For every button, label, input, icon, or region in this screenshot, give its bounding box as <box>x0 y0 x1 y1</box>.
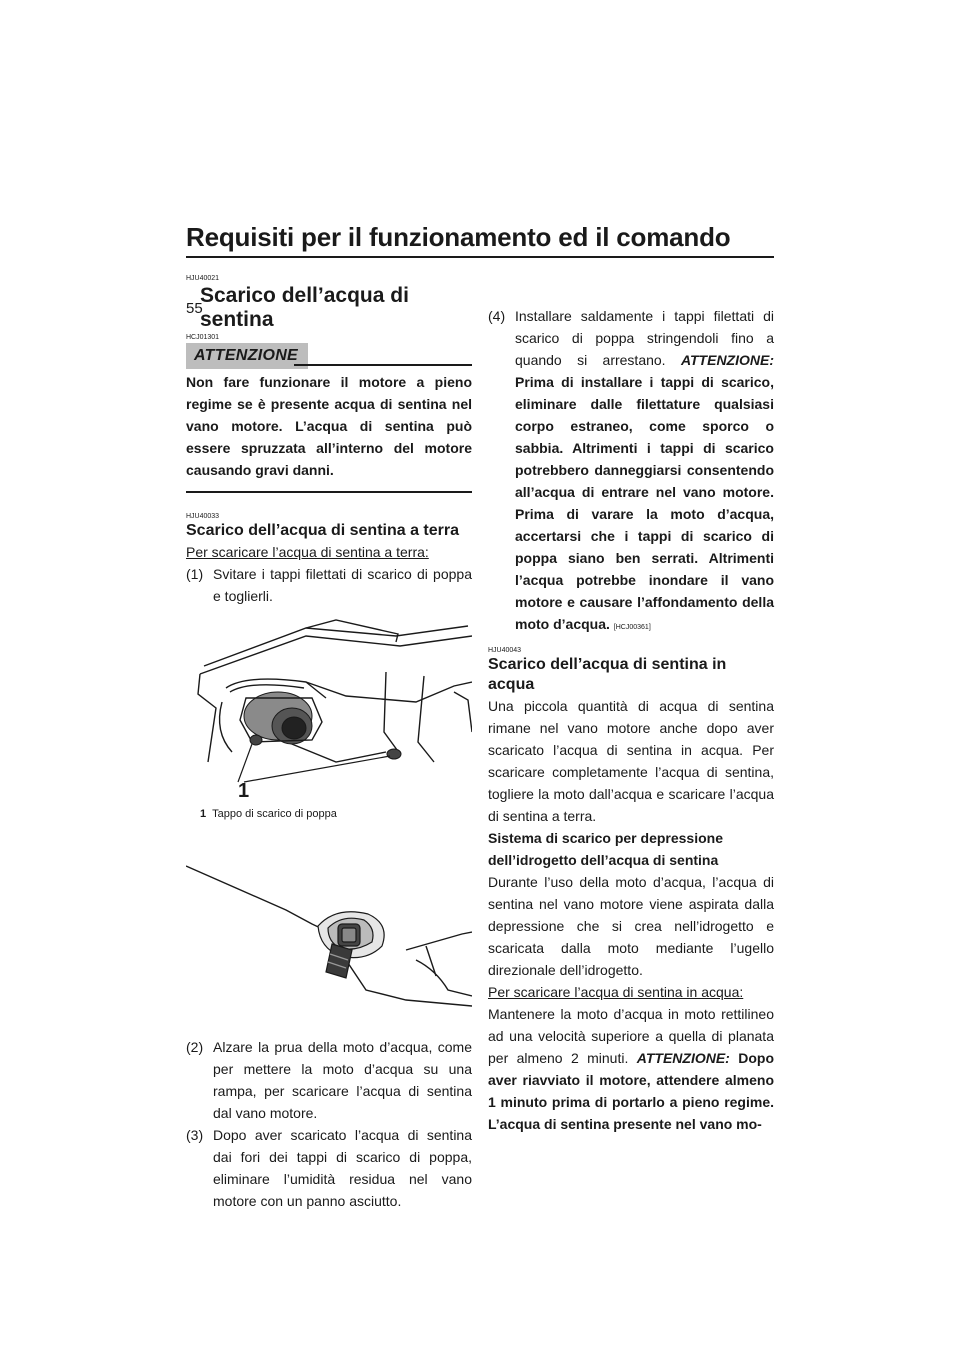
right-column <box>488 275 774 1135</box>
step-1-text: Svitare i tappi filettati di scarico di poppa e toglierli. <box>213 565 472 604</box>
subsection-code-2: HJU40043 <box>488 647 522 654</box>
page-title: Requisiti per il funzionamento ed il comando <box>186 222 731 252</box>
subsection-heading: Scarico dell’acqua di sentina a terra <box>186 521 459 539</box>
warning-header <box>186 343 472 365</box>
subsection-code: HJU40033 <box>186 512 220 520</box>
step-1 <box>186 563 472 607</box>
paragraph-3-attention-label: ATTENZIONE: <box>636 1050 730 1066</box>
paragraph-3-attention-text: Dopo aver riavviato il motore, attendere almeno 1 minuto prima di portarlo a pieno regime. L’acqua di sentina presente nel vano mo- <box>488 1050 775 1132</box>
step-2-number: (2) <box>186 1038 204 1055</box>
warning-label: ATTENZIONE <box>186 343 308 369</box>
engine-drain-illustration <box>186 612 472 806</box>
step-2 <box>186 1036 472 1124</box>
step-4-attention-label: ATTENZIONE: <box>680 352 775 368</box>
procedure-intro-2: Per scaricare l’acqua di sentina in acqua: <box>488 984 744 1000</box>
figure-callout-1: 1 <box>238 779 250 802</box>
warning-text: Non fare funzionare il motore a pieno regime se è presente acqua di sentina nel vano motore. L’acqua di sentina può essere spruzzata all’interno del motore causando gravi danni. <box>186 374 472 478</box>
paragraph-1: Una piccola quantità di acqua di sentina rimane nel vano motore anche dopo aver scaricato l’acqua di sentina in acqua. Per scaricare completamente l’acqua di sentina, togliere la moto dall’acqua e scaricare l’acqua di sentina a terra. <box>488 698 774 824</box>
caption-text: Tappo di scarico di poppa <box>212 807 337 820</box>
section-code: HJU40021 <box>186 275 220 282</box>
left-column <box>186 275 472 1212</box>
figure-drain-plug <box>186 850 472 1010</box>
subsection-heading-2: Scarico dell’acqua di sentina in acqua <box>488 656 727 693</box>
step-4-number: (4) <box>488 308 506 324</box>
figure-engine-drain <box>186 612 472 806</box>
page-number: 55 <box>186 300 203 317</box>
warning-code: HCJ01301 <box>186 334 220 341</box>
paragraph-2: Durante l’uso della moto d’acqua, l’acqua di sentina nel vano motore viene aspirata dalla depressione che si crea nell’idrogetto e scaricata dalla moto mediante l’ugello direzionale dell’idrogetto. <box>488 874 774 978</box>
step-2-text: Alzare la prua della moto d’acqua, come per mettere la moto d’acqua su una rampa, per scaricare l’acqua di sentina dal vano motore. <box>213 1038 472 1121</box>
header-rule <box>186 256 774 258</box>
step-3-continuation-space <box>488 275 774 305</box>
paragraph-3-text: Mantenere la moto d’acqua in moto rettilineo ad una velocità superiore a quella di planata per almeno 2 minuti. <box>488 1006 774 1066</box>
paragraph-3 <box>488 1003 774 1135</box>
section-heading: Scarico dell’acqua di sentina <box>200 284 409 331</box>
step-4-attention-text: Prima di installare i tappi di scarico, eliminare dalle filettature qualsiasi corpo estraneo, come sporco o sabbia. Altrimenti i tappi di scarico potrebbero danneggiarsi consentendo all’acqua di entrare nel vano motore. Prima di varare la moto d’acqua, accertarsi che i tappi di scarico di poppa siano ben serrati. Altrimenti l’acqua potrebbe inondare il vano motore e causare l’affondamento della moto d’acqua. <box>515 374 774 632</box>
step-3-number: (3) <box>186 1126 204 1143</box>
warning-end-rule <box>186 491 472 493</box>
caption-number: 1 <box>200 807 207 820</box>
figure-caption <box>186 806 472 822</box>
step-4-code: [HCJ00361] <box>613 624 651 631</box>
step-1-number: (1) <box>186 565 204 582</box>
drain-plug-illustration <box>186 850 472 1010</box>
procedure-intro: Per scaricare l’acqua di sentina a terra: <box>186 543 429 560</box>
warning-rule <box>294 364 472 366</box>
step-4 <box>488 305 774 639</box>
bold-subheading: Sistema di scarico per depressione dell’idrogetto dell’acqua di sentina <box>488 830 723 868</box>
step-3 <box>186 1124 472 1212</box>
step-4-text-a: Installare saldamente i tappi filettati di scarico di poppa stringendoli fino a quando si arrestano. <box>515 308 774 368</box>
steps-2-3 <box>186 1036 472 1212</box>
step-3-text: Dopo aver scaricato l’acqua di sentina dai fori dei tappi di scarico di poppa, eliminare l’umidità residua nel vano motore con un panno asciutto. <box>213 1126 472 1209</box>
